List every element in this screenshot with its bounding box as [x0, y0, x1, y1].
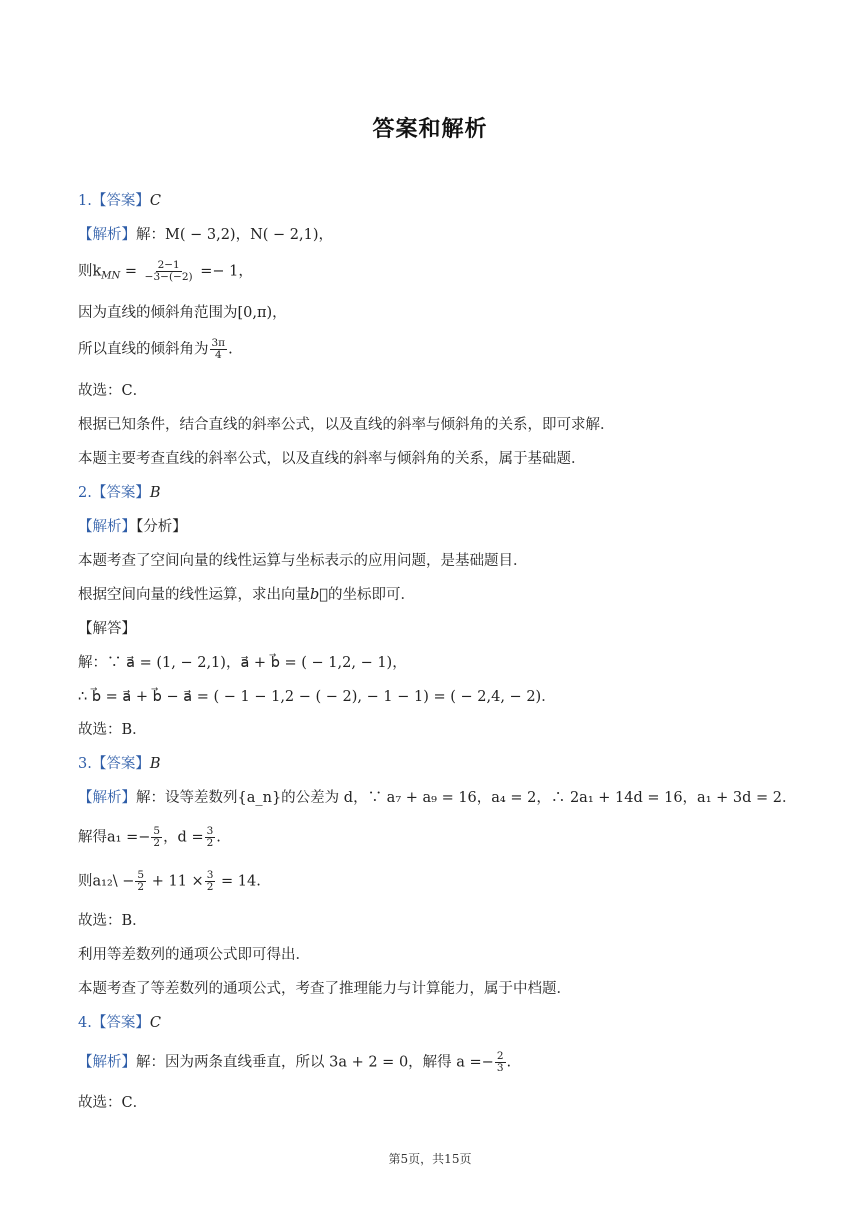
- q2-text-2-suffix: 的坐标即可．: [327, 587, 415, 603]
- q3-solve-den-2: 2: [206, 837, 214, 849]
- q3-text-5: 利用等差数列的通项公式即可得出．: [78, 947, 310, 963]
- q1-answer-tag: 【答案】: [91, 193, 150, 209]
- q2-number: 2.: [78, 485, 92, 501]
- page-title: 答案和解析: [372, 117, 488, 142]
- q3-solve-prefix: 解得a₁ =−: [78, 829, 151, 846]
- q2-text-2-prefix: 根据空间向量的线性运算，求出向量: [78, 587, 310, 603]
- q2-text-5: 故选：B．: [78, 722, 147, 738]
- q1-angle-denominator: 4: [214, 349, 222, 361]
- q1-answer: C: [149, 193, 161, 209]
- q4-answer: C: [149, 1015, 161, 1031]
- q1-angle-prefix: 所以直线的倾斜角为: [78, 341, 209, 358]
- q1-analysis-line: [78, 225, 333, 245]
- q4-fraction: [495, 1051, 506, 1074]
- q3-solve-num-2: 3: [206, 825, 214, 837]
- q2-text-3: 解：∵ a⃗ = (1, − 2,1)，a⃗ + b⃗ = ( − 1,2, − 1)，: [78, 655, 407, 671]
- q2-jieda-tag: 【解答】: [78, 621, 136, 637]
- q3-result-fraction-2: [205, 870, 216, 893]
- q3-text-4: 故选：B．: [78, 913, 147, 929]
- q1-slope-line: [78, 260, 253, 287]
- q1-analysis-tag: 【解析】: [78, 227, 136, 243]
- q1-slope-fraction: [143, 260, 195, 283]
- q4-number: 4.: [78, 1015, 92, 1031]
- q3-solve-fraction-1: [151, 826, 162, 849]
- q2-analysis-tag: 【解析】: [78, 519, 136, 535]
- q1-answer-line: [78, 191, 161, 211]
- q4-text-1-suffix: .: [506, 1054, 512, 1071]
- q3-result-prefix: 则a₁₂\ −: [78, 873, 135, 890]
- q2-analysis-line: [78, 517, 187, 537]
- q3-result-fraction-1: [135, 870, 146, 893]
- q3-solve-fraction-2: [205, 826, 216, 849]
- q1-slope-subscript: MN: [101, 270, 121, 282]
- q3-result-line: [78, 870, 261, 893]
- q1-angle-numerator: 3π: [211, 337, 226, 349]
- q4-text-2: 故选：C．: [78, 1095, 148, 1111]
- q3-solve-suffix: .: [216, 829, 221, 846]
- q2-answer-tag: 【答案】: [91, 485, 150, 501]
- q3-analysis-line: [78, 788, 796, 808]
- q2-text-4: ∴ b⃗ = a⃗ + b⃗ − a⃗ = ( − 1 − 1,2 − ( − 2), − 1 − 1) = ( − 2,4, − 2)．: [78, 689, 556, 705]
- q3-text-6: 本题考查了等差数列的通项公式，考查了推理能力与计算能力，属于中档题．: [78, 981, 571, 997]
- q3-result-den-2: 2: [206, 881, 214, 893]
- q1-slope-result: =− 1，: [195, 263, 253, 280]
- q3-answer-line: [78, 754, 161, 774]
- q3-text-1: 解：设等差数列{a_n}的公差为 d，∵ a₇ + a₉ = 16，a₄ = 2，∴ 2a₁ + 14d = 16，a₁ + 3d = 2．: [136, 790, 797, 806]
- q3-analysis-tag: 【解析】: [78, 790, 136, 806]
- q1-slope-prefix: 则k: [78, 263, 102, 280]
- q1-angle-suffix: .: [228, 341, 233, 358]
- q4-fraction-num: 2: [496, 1050, 504, 1062]
- q2-vector-b: b⃗: [310, 587, 328, 603]
- q3-result-suffix: = 14.: [216, 873, 261, 890]
- page-footer: 第5页，共15页: [388, 1152, 472, 1166]
- q3-result-den-1: 2: [137, 881, 145, 893]
- q2-text-1: 本题考查了空间向量的线性运算与坐标表示的应用问题，是基础题目．: [78, 553, 528, 569]
- q1-slope-denominator: −3−(−2): [144, 271, 193, 283]
- q1-slope-eq: =: [120, 263, 142, 280]
- q2-answer-line: [78, 483, 161, 503]
- q1-text-7: 本题主要考查直线的斜率公式，以及直线的斜率与倾斜角的关系，属于基础题．: [78, 451, 586, 467]
- q3-solve-den-1: 2: [153, 837, 161, 849]
- q2-answer: B: [149, 485, 161, 501]
- q3-solve-num-1: 5: [153, 825, 161, 837]
- q4-answer-tag: 【答案】: [91, 1015, 150, 1031]
- q4-fraction-den: 3: [496, 1062, 504, 1074]
- q1-number: 1.: [78, 193, 92, 209]
- q1-text-1: 解：M( − 3,2)，N( − 2,1)，: [136, 227, 334, 243]
- q1-angle-fraction: [210, 338, 228, 361]
- q3-number: 3.: [78, 756, 92, 772]
- q4-text-1-prefix: 解：因为两条直线垂直，所以 3a + 2 = 0，解得 a =−: [136, 1054, 494, 1071]
- q1-slope-numerator: 2−1: [157, 259, 180, 271]
- q3-answer-tag: 【答案】: [91, 756, 150, 772]
- q1-text-6: 根据已知条件，结合直线的斜率公式，以及直线的斜率与倾斜角的关系，即可求解．: [78, 417, 615, 433]
- q3-solve-line: [78, 826, 221, 849]
- q1-angle-line: [78, 338, 233, 361]
- q4-analysis-line: [78, 1051, 511, 1074]
- q3-result-num-1: 5: [137, 869, 145, 881]
- q3-result-num-2: 3: [206, 869, 214, 881]
- q4-analysis-tag: 【解析】: [78, 1054, 136, 1071]
- q1-text-3: 因为直线的倾斜角范围为[0,π)，: [78, 305, 287, 321]
- q2-text-2: [78, 585, 415, 605]
- q3-result-mid: + 11 ×: [147, 873, 204, 890]
- q1-text-5: 故选：C．: [78, 383, 148, 399]
- q2-fenxi-tag: 【分析】: [136, 519, 187, 535]
- q3-solve-mid: ，d =: [163, 829, 204, 846]
- q4-answer-line: [78, 1013, 161, 1033]
- q3-answer: B: [149, 756, 161, 772]
